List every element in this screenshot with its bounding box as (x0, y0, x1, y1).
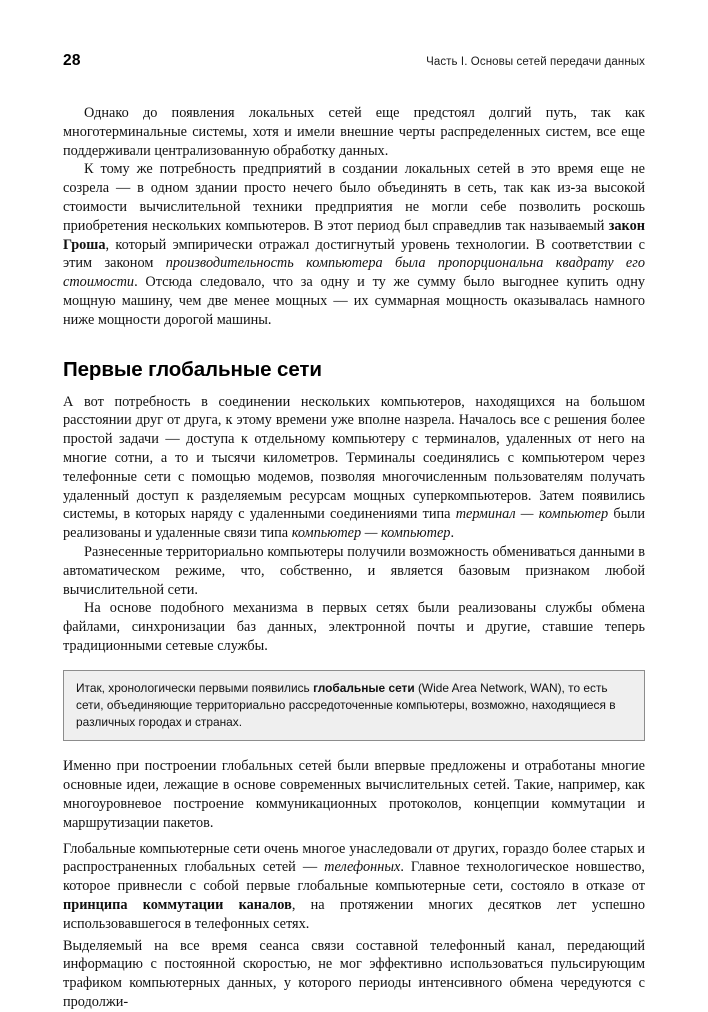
term-grosch-law: закон Гроша (63, 217, 645, 253)
running-head: Часть I. Основы сетей передачи данных (426, 56, 645, 68)
paragraph-2-part-c: , который эмпирически отражал достигнутый уровень технологии. В соответствии с этим законом (63, 236, 645, 272)
note-part-a: Итак, хронологически первыми появились (76, 680, 314, 695)
paragraph-5 (63, 599, 645, 655)
paragraph-3-part-e: . (450, 525, 455, 542)
paragraph-3-part-c: были реализованы и удаленные связи типа (63, 506, 646, 542)
paragraph-1 (63, 104, 645, 160)
paragraph-3 (63, 393, 645, 543)
paragraph-2 (63, 160, 645, 329)
paragraph-7-part-c: . Главное технологическое новшество, которое привнесли с собой первые глобальные компьютерные сети, состояло в отказе от (63, 859, 645, 895)
paragraph-3-part-a: А вот потребность в соединении нескольких компьютеров, находящихся на большом расстоянии друг от друга, к этому времени уже вполне назрела. Началось все с решения более простой задачи — доступа к отдельному компьютеру с терминалов, удаленных от него на многие сотни, а то и тысячи километров. Терминалы соединялись с компьютером через телефонные сети с помощью модемов, позволяя многочисленным пользователям получать удаленный доступ к разделяемым ресурсам мощных суперкомпьютеров. Затем появились системы, в которых наряду с удаленными соединениями типа (63, 393, 645, 523)
paragraph-4-text: Разнесенные территориально компьютеры получили возможность обмениваться данными в автоматическом режиме, что, собственно, и является базовым признаком любой вычислительной сети. (63, 543, 645, 598)
page-number: 28 (63, 52, 81, 69)
paragraph-2-part-e: . Отсюда следовало, что за одну и ту же сумму было выгоднее купить одну мощную машину, чем две менее мощных — их суммарная мощность оказывалась намного ниже мощности дорогой машины. (63, 274, 645, 328)
emphasis-performance-law: производительность компьютера была пропорциональна квадрату его стоимости (63, 255, 645, 291)
paragraph-6 (63, 757, 645, 832)
paragraph-spacer (63, 833, 645, 840)
paragraph-2-part-a: К тому же потребность предприятий в создании локальных сетей в это время еще не созрела — в одном здании просто нечего было объединять в сеть, так как из-за высокой стоимости вычислительной техники предприятия не могли себе позволить роскошь приобретения нескольких компьютеров. В этот период был справедлив так называемый (63, 161, 645, 234)
section-heading: Первые глобальные сети (63, 357, 322, 381)
emphasis-terminal-computer: терминал — компьютер (455, 506, 609, 523)
page-header (63, 52, 645, 70)
paragraph-6-text: Именно при построении глобальных сетей были впервые предложены и отработаны многие основные идеи, лежащие в основе современных вычислительных сетей. Такие, например, как многоуровневое построение коммуникационных протоколов, концепции коммутации и маршрутизации пакетов. (63, 758, 645, 831)
emphasis-computer-computer: компьютер — компьютер (291, 525, 451, 542)
paragraph-7 (63, 840, 645, 934)
note-part-c: (Wide Area Network, WAN), то есть сети, объединяющие территориально рассредоточенные компьютеры, возможно, находящиеся в различных городах и странах. (76, 680, 616, 729)
term-circuit-switching: принципа коммутации каналов (63, 897, 292, 914)
paragraph-8-text: Выделяемый на все время сеанса связи составной телефонный канал, передающий информацию с постоянной скоростью, не мог эффективно использоваться пульсирующим трафиком компьютерных данных, у которого периоды интенсивного обмена чередуются с продолжи- (63, 937, 645, 1010)
paragraph-7-part-e: , на протяжении многих десятков лет успешно использовавшегося в телефонных сетях. (63, 897, 646, 932)
paragraph-7-part-a: Глобальные компьютерные сети очень многое унаследовали от других, гораздо более старых и распространенных глобальных сетей — (63, 840, 645, 876)
note-box (63, 670, 645, 742)
paragraph-1-text: Однако до появления локальных сетей еще предстоял долгий путь, так как многотерминальные системы, хотя и имели внешние черты распределенных систем, все еще поддерживали централизованную обработку данных. (63, 105, 645, 159)
emphasis-telephone: телефонных (324, 859, 401, 876)
paragraph-5-text: На основе подобного механизма в первых сетях были реализованы службы обмена файлами, синхронизации баз данных, электронной почты и другие, ставшие теперь традиционными сетевые службы. (63, 600, 645, 654)
note-term-wan: глобальные сети (313, 680, 415, 695)
paragraph-4 (63, 543, 645, 599)
